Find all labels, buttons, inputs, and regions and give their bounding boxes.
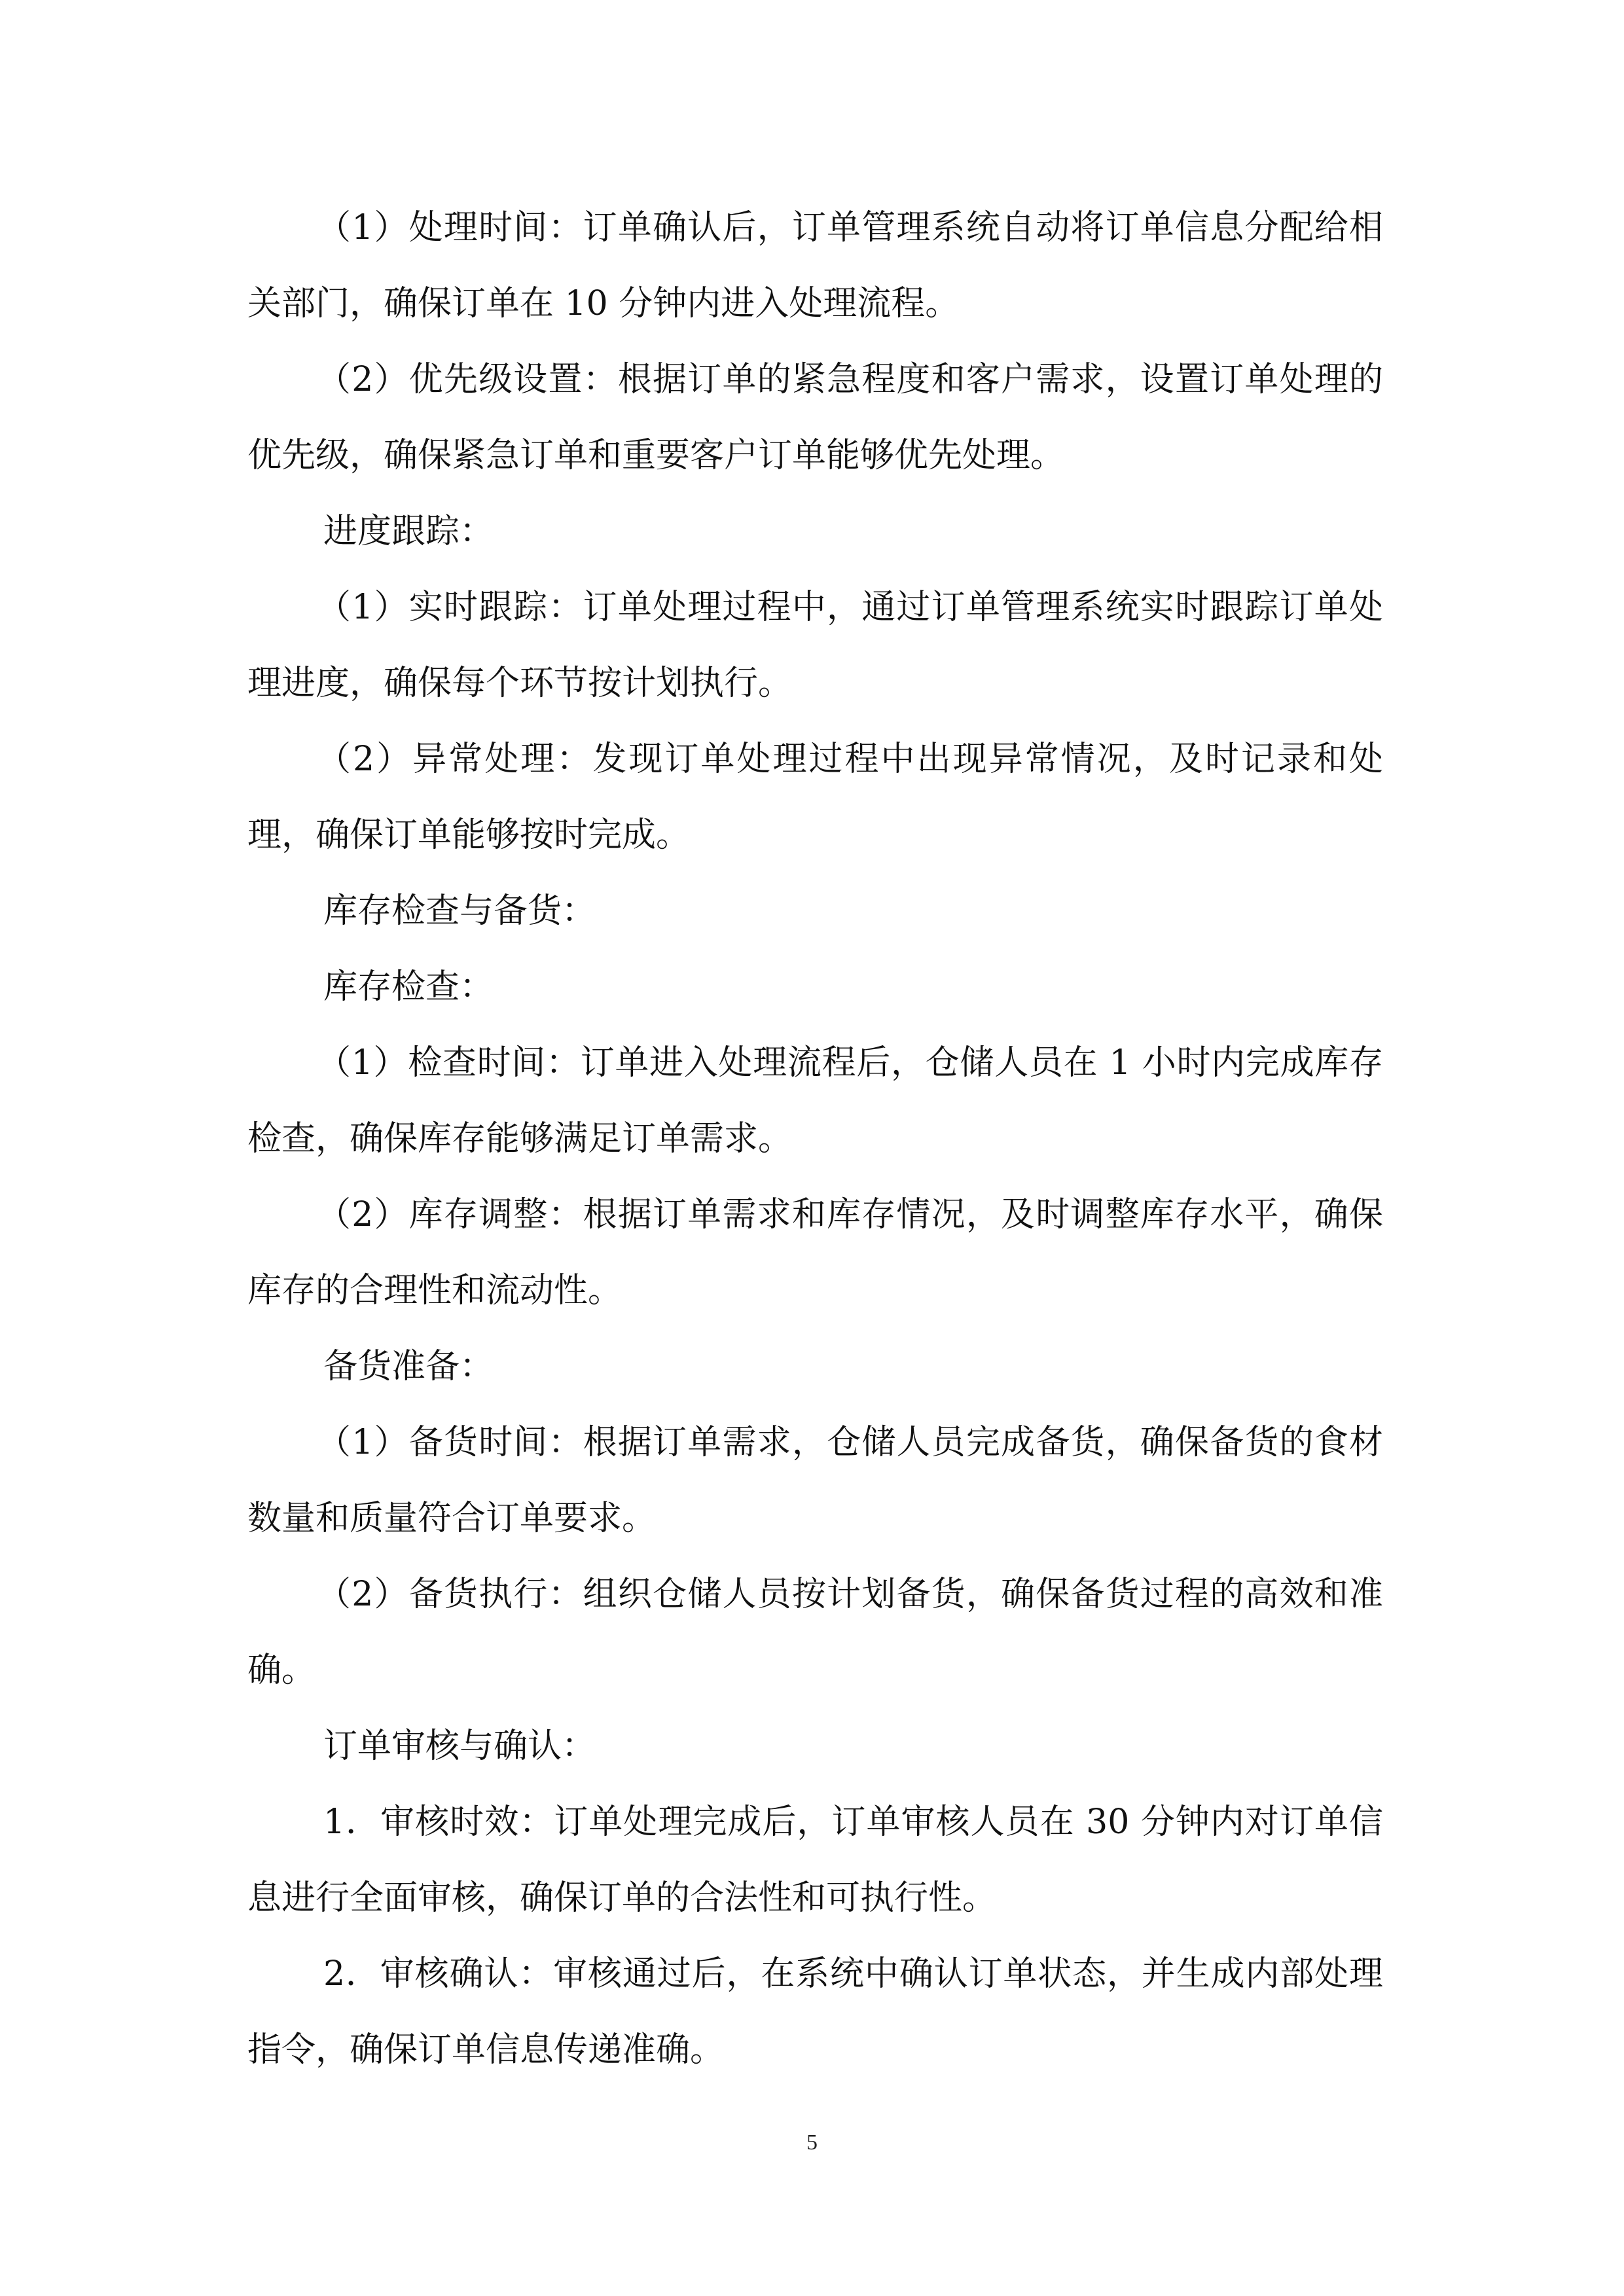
paragraph-check-time: （1）检查时间：订单进入处理流程后，仓储人员在 1 小时内完成库存检查，确保库存能够满足订单需求。 [247, 1043, 1383, 1158]
paragraph-stocking-execution: （2）备货执行：组织仓储人员按计划备货，确保备货过程的高效和准确。 [247, 1575, 1383, 1690]
heading-progress-tracking: 进度跟踪： [323, 512, 494, 551]
body-text [247, 190, 1383, 2088]
paragraph-review-timeliness: 1．审核时效：订单处理完成后，订单审核人员在 30 分钟内对订单信息进行全面审核，确保订单的合法性和可执行性。 [247, 1803, 1383, 1918]
paragraph-review-confirmation: 2．审核确认：审核通过后，在系统中确认订单状态，并生成内部处理指令，确保订单信息传递准确。 [247, 1954, 1383, 2070]
heading-order-review: 订单审核与确认： [323, 1727, 596, 1766]
paragraph-processing-time: （1）处理时间：订单确认后，订单管理系统自动将订单信息分配给相关部门，确保订单在 10 分钟内进入处理流程。 [247, 208, 1383, 323]
page-number: 5 [806, 2130, 818, 2155]
heading-stock-preparation: 备货准备： [323, 1347, 494, 1386]
heading-inventory-and-stocking: 库存检查与备货： [323, 891, 596, 931]
paragraph-realtime-tracking: （1）实时跟踪：订单处理过程中，通过订单管理系统实时跟踪订单处理进度，确保每个环节按计划执行。 [247, 588, 1383, 703]
paragraph-priority-setting: （2）优先级设置：根据订单的紧急程度和客户需求，设置订单处理的优先级，确保紧急订单和重要客户订单能够优先处理。 [247, 360, 1383, 475]
paragraph-exception-handling: （2）异常处理：发现订单处理过程中出现异常情况，及时记录和处理，确保订单能够按时完成。 [247, 740, 1383, 855]
paragraph-stocking-time: （1）备货时间：根据订单需求，仓储人员完成备货，确保备货的食材数量和质量符合订单要求。 [247, 1423, 1383, 1538]
paragraph-inventory-adjustment: （2）库存调整：根据订单需求和库存情况，及时调整库存水平，确保库存的合理性和流动性。 [247, 1195, 1383, 1310]
heading-inventory-check: 库存检查： [323, 967, 494, 1007]
